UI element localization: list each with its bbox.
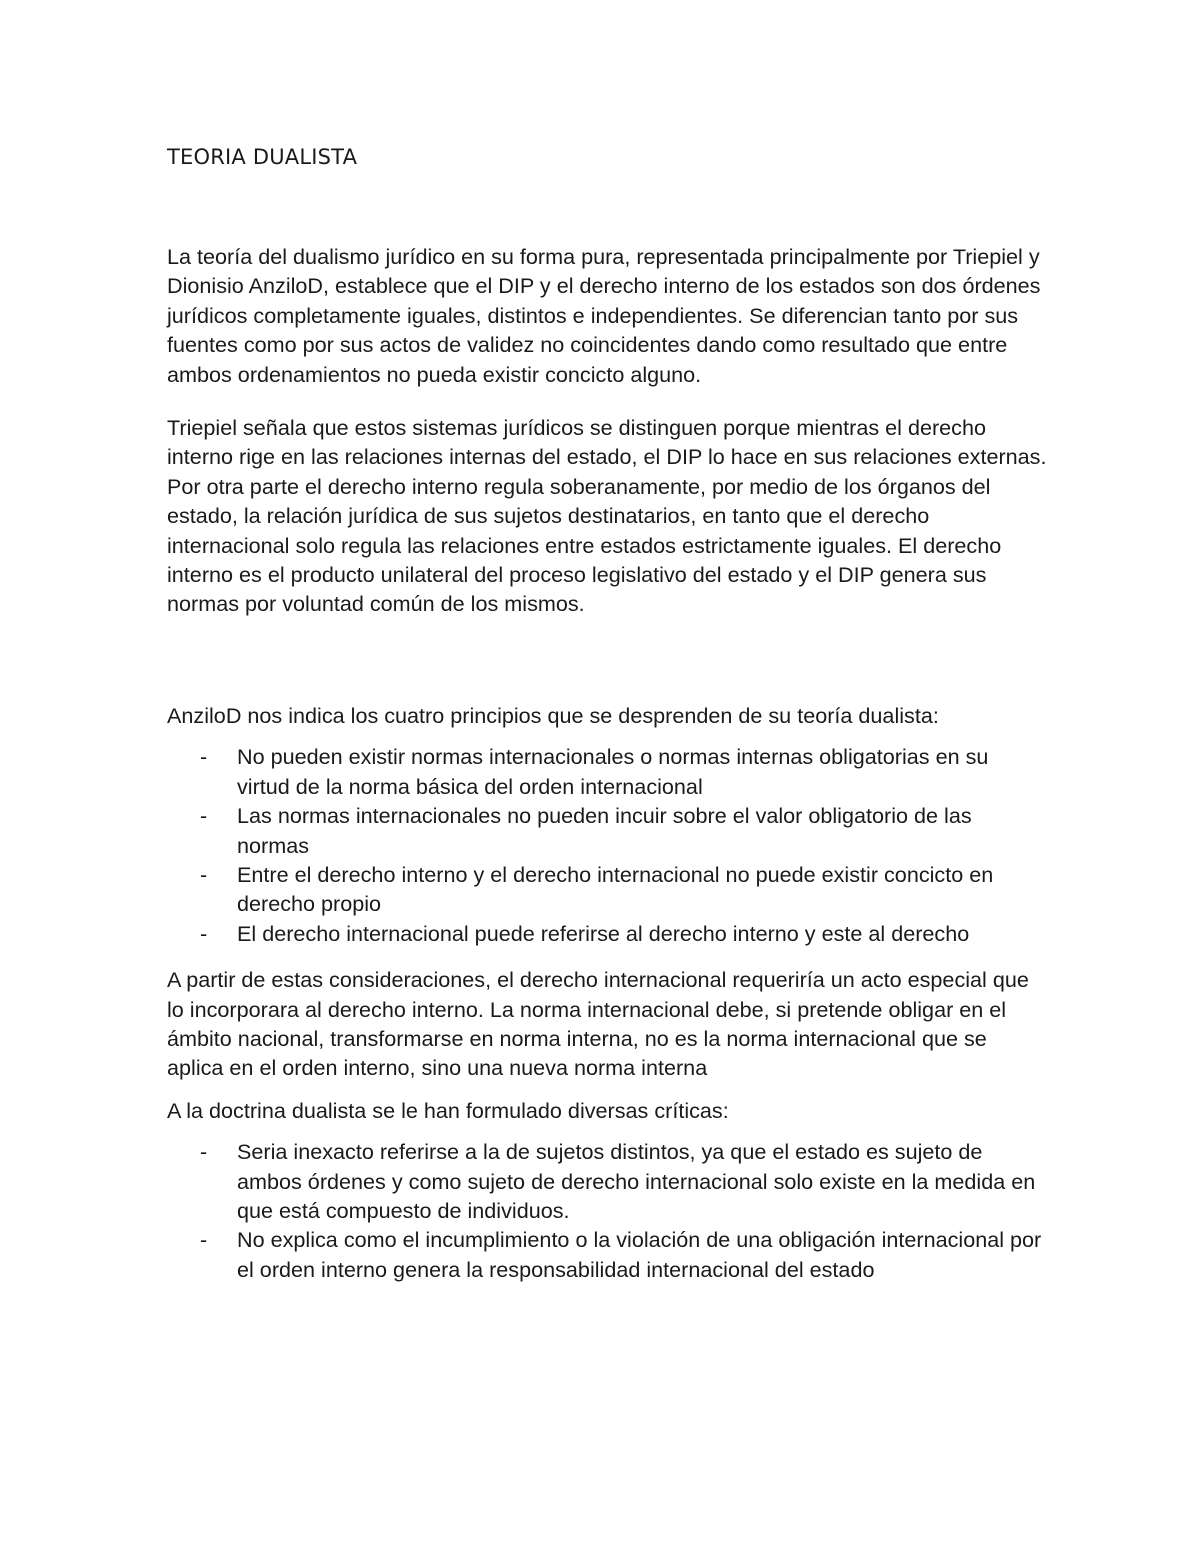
dash-bullet: - xyxy=(200,1227,208,1253)
list-item xyxy=(167,1225,1047,1284)
list-item-text: El derecho internacional puede referirse al derecho interno y este al derecho xyxy=(237,920,970,946)
paragraph-principles-intro: AnziloD nos indica los cuatro principios que se desprenden de su teoría dualista: xyxy=(167,702,939,728)
dash-bullet: - xyxy=(200,1139,208,1165)
list-item xyxy=(167,801,1047,860)
list-item-text: No explica como el incumplimiento o la violación de una obligación internacional por el orden interno genera la responsabilidad internacional del estado xyxy=(237,1227,1042,1282)
paragraph-criticisms-intro: A la doctrina dualista se le han formulado diversas críticas: xyxy=(167,1097,729,1123)
dash-bullet: - xyxy=(200,803,208,829)
document-body xyxy=(167,242,1047,1284)
list-item-text: Las normas internacionales no pueden incuir sobre el valor obligatorio de las normas xyxy=(237,803,972,858)
paragraph-triepiel: Triepiel señala que estos sistemas jurídicos se distinguen porque mientras el derecho interno rige en las relaciones internas del estado, el DIP lo hace en sus relaciones externas. Por otra parte el derecho interno regula soberanamente, por medio de los órganos del estado, la relación jurídica de sus sujetos destinatarios, en tanto que el derecho internacional solo regula las relaciones entre estados estrictamente iguales. El derecho interno es el producto unilateral del proceso legislativo del estado y el DIP genera sus normas por voluntad común de los mismos. xyxy=(167,415,1047,617)
document-title: TEORIA DUALISTA xyxy=(167,145,358,169)
list-item-text: No pueden existir normas internacionales o normas internas obligatorias en su virtud de la norma básica del orden internacional xyxy=(237,744,989,799)
criticisms-list xyxy=(167,1137,1047,1284)
list-item xyxy=(167,860,1047,919)
list-item xyxy=(167,1137,1047,1225)
dash-bullet: - xyxy=(200,744,208,770)
list-item xyxy=(167,742,1047,801)
list-item xyxy=(167,919,1047,948)
paragraph-incorporation: A partir de estas consideraciones, el derecho internacional requeriría un acto especial que lo incorporara al derecho interno. La norma internacional debe, si pretende obligar en el ámbito nacional, transformarse en norma interna, no es la norma internacional que se aplica en el orden interno, sino una nueva norma interna xyxy=(167,967,1029,1081)
dash-bullet: - xyxy=(200,920,208,946)
list-item-text: Seria inexacto referirse a la de sujetos distintos, ya que el estado es sujeto de ambos órdenes y como sujeto de derecho internacional solo existe en la medida en que está compuesto de individuos. xyxy=(237,1139,1036,1223)
list-item-text: Entre el derecho interno y el derecho internacional no puede existir concicto en derecho propio xyxy=(237,861,994,917)
principles-list xyxy=(167,742,1047,948)
paragraph-dualism-definition: La teoría del dualismo jurídico en su forma pura, representada principalmente por Triepiel y Dionisio AnziloD, establece que el DIP y el derecho interno de los estados son dos órdenes jurídicos completamente iguales, distintos e independientes. Se diferencian tanto por sus fuentes como por sus actos de validez no coincidentes dando como resultado que entre ambos ordenamientos no pueda existir concicto alguno. xyxy=(167,244,1041,387)
dash-bullet: - xyxy=(200,861,208,887)
